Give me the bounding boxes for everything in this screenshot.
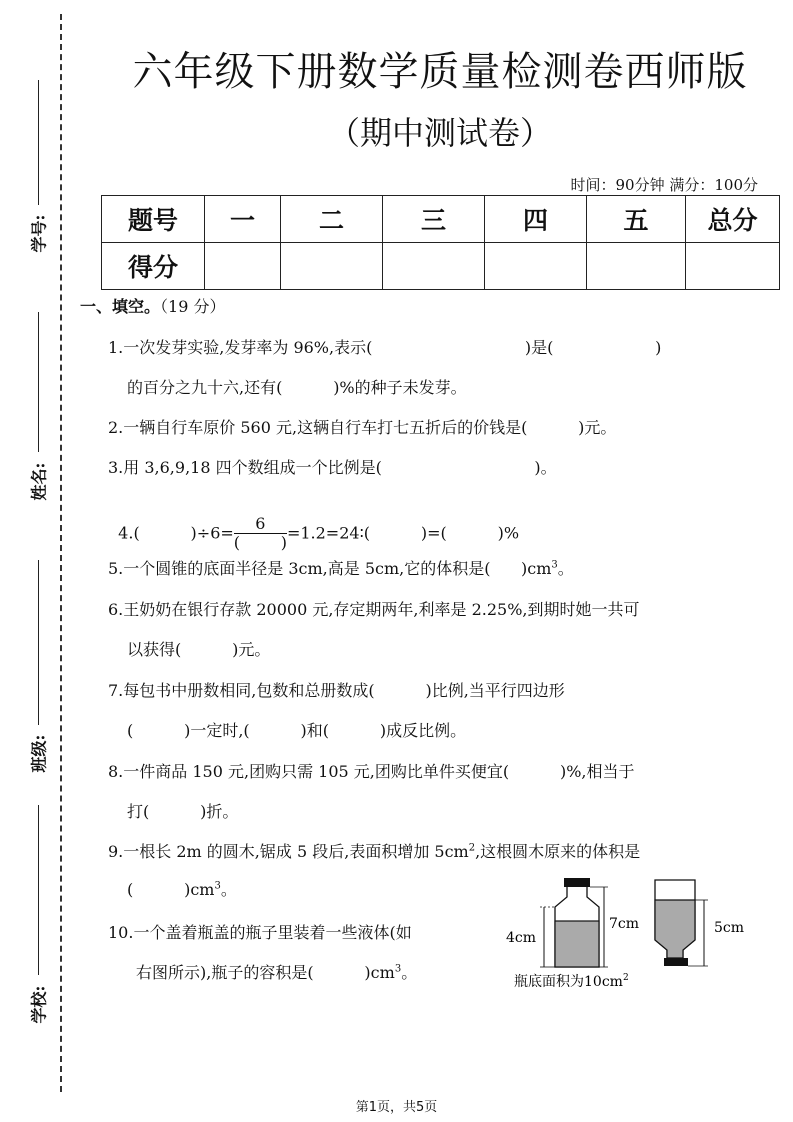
school-field[interactable] bbox=[38, 805, 39, 975]
question-9-text: 9.一根长 2m 的圆木,锯成 5 段后,表面积增加 5cm bbox=[108, 842, 469, 861]
question-2: 2.一辆自行车原价 560 元,这辆自行车打七五折后的价钱是( )元。 bbox=[108, 418, 617, 437]
binding-dashed-line bbox=[60, 14, 62, 1092]
question-9-blank: ( )cm bbox=[127, 880, 215, 899]
bottle-figure bbox=[500, 872, 770, 992]
section-title: 一、填空。 bbox=[80, 297, 161, 316]
question-10-end: 。 bbox=[401, 963, 418, 982]
question-5 bbox=[108, 556, 574, 579]
question-4-fraction bbox=[234, 515, 287, 551]
question-10-text: 右图所示),瓶子的容积是( )cm bbox=[136, 963, 395, 982]
question-7-line-2: ( )一定时,( )和( )成反比例。 bbox=[127, 721, 467, 740]
score-header-cell: 四 bbox=[485, 196, 587, 243]
question-6-line-2: 以获得( )元。 bbox=[127, 640, 271, 659]
page-footer: 第1页，共5页 bbox=[355, 1100, 438, 1115]
superscript: 3 bbox=[551, 559, 558, 571]
bottle-inverted bbox=[655, 880, 744, 966]
score-cell[interactable] bbox=[686, 243, 780, 290]
question-4 bbox=[108, 496, 519, 551]
superscript: 3 bbox=[394, 963, 402, 975]
question-1-line-2: 的百分之九十六,还有( )%的种子未发芽。 bbox=[127, 378, 467, 397]
score-cell[interactable] bbox=[205, 243, 281, 290]
question-7-line-1: 7.每包书中册数相同,包数和总册数成( )比例,当平行四边形 bbox=[108, 681, 565, 700]
score-header-row bbox=[102, 196, 780, 243]
question-4-end: =1.2=24∶( )=( )% bbox=[286, 523, 520, 543]
question-5-end: 。 bbox=[557, 559, 574, 578]
question-8-line-1: 8.一件商品 150 元,团购只需 105 元,团购比单件买便宜( )%,相当于 bbox=[108, 762, 635, 781]
school-label: 学校: bbox=[29, 985, 49, 1024]
fraction-numerator: 6 bbox=[234, 515, 287, 534]
superscript: 2 bbox=[468, 842, 476, 854]
score-cell[interactable] bbox=[281, 243, 383, 290]
score-header-cell: 三 bbox=[383, 196, 485, 243]
student-no-field[interactable] bbox=[38, 80, 39, 205]
question-5-text: 5.一个圆锥的底面半径是 3cm,高是 5cm,它的体积是( )cm bbox=[108, 559, 552, 578]
superscript: 3 bbox=[214, 880, 221, 892]
section-heading bbox=[80, 294, 225, 317]
score-header-cell: 五 bbox=[587, 196, 686, 243]
score-header-cell: 题号 bbox=[102, 196, 205, 243]
figure-caption-superscript: 2 bbox=[622, 973, 629, 983]
class-field[interactable] bbox=[38, 560, 39, 725]
dimension-7cm: 7cm bbox=[609, 916, 640, 932]
dimension-4cm: 4cm bbox=[506, 930, 537, 946]
question-8-line-2: 打( )折。 bbox=[127, 802, 239, 821]
section-points: （19 分） bbox=[160, 297, 226, 316]
score-table bbox=[101, 195, 780, 290]
fraction-denominator: ( ) bbox=[233, 532, 287, 552]
question-6-line-1: 6.王奶奶在银行存款 20000 元,存定期两年,利率是 2.25%,到期时她一共可 bbox=[108, 600, 640, 619]
question-10-line-2 bbox=[136, 960, 417, 983]
page-subtitle: （期中测试卷） bbox=[327, 114, 552, 152]
dimension-5cm: 5cm bbox=[714, 920, 745, 936]
name-label: 姓名: bbox=[29, 462, 49, 501]
figure-caption-text: 瓶底面积为10cm bbox=[514, 974, 623, 990]
score-cell[interactable] bbox=[383, 243, 485, 290]
score-row-label: 得分 bbox=[102, 243, 205, 290]
bottle-upright bbox=[506, 878, 639, 967]
score-header-cell: 总分 bbox=[686, 196, 780, 243]
name-field[interactable] bbox=[38, 312, 39, 452]
question-3: 3.用 3,6,9,18 四个数组成一个比例是( )。 bbox=[108, 458, 557, 477]
question-9-end: 。 bbox=[220, 880, 237, 899]
question-4-start: 4.( )÷6= bbox=[118, 523, 234, 543]
question-1-line-1: 1.一次发芽实验,发芽率为 96%,表示( )是( ) bbox=[108, 338, 662, 357]
question-9-line-2 bbox=[127, 877, 237, 900]
score-cell[interactable] bbox=[485, 243, 587, 290]
score-header-cell: 一 bbox=[205, 196, 281, 243]
score-header-cell: 二 bbox=[281, 196, 383, 243]
page-title: 六年级下册数学质量检测卷西师版 bbox=[132, 49, 748, 95]
question-9-line-1 bbox=[108, 839, 640, 862]
class-label: 班级: bbox=[29, 734, 49, 773]
student-no-label: 学号: bbox=[29, 214, 49, 253]
score-cell[interactable] bbox=[587, 243, 686, 290]
question-10-line-1: 10.一个盖着瓶盖的瓶子里装着一些液体(如 bbox=[108, 923, 412, 942]
question-9-text-end: ,这根圆木原来的体积是 bbox=[475, 842, 641, 861]
exam-meta: 时间：90分钟 满分：100分 bbox=[570, 176, 758, 194]
figure-caption bbox=[514, 973, 629, 990]
score-value-row bbox=[102, 243, 780, 290]
